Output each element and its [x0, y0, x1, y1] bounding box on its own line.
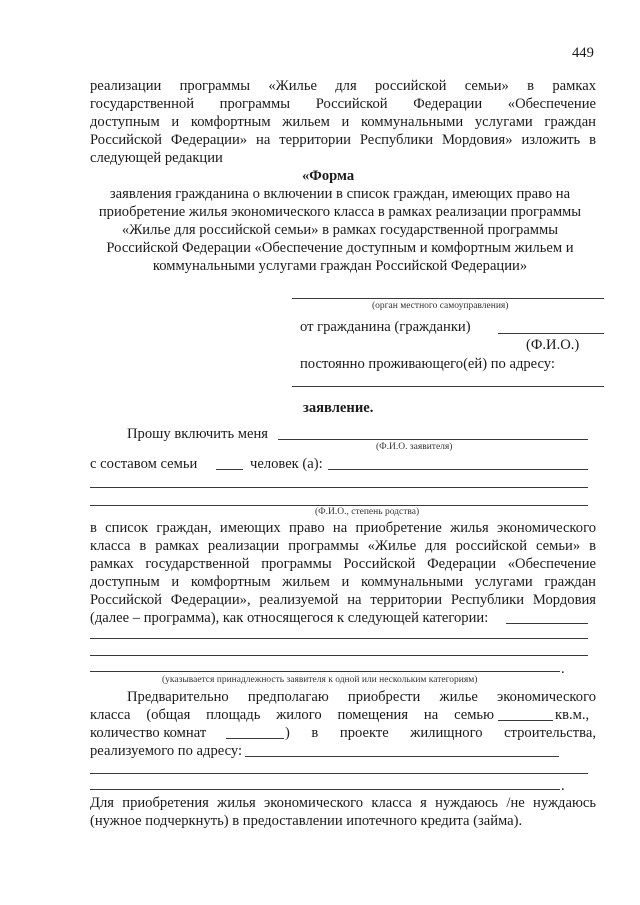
body-line: Российской Федерации», реализуемой на территории Республики Мордовия: [90, 592, 596, 608]
form-subtitle-line: приобретение жилья экономического класса в рамках реализации программы: [98, 204, 582, 220]
purchase-address-line[interactable]: [90, 773, 588, 774]
purchase-address-line[interactable]: [90, 789, 560, 790]
family-members-line[interactable]: [90, 487, 588, 488]
address-period: .: [561, 778, 565, 794]
family-caption: (Ф.И.О., степень родства): [315, 507, 420, 517]
category-caption: (указывается принадлежность заявителя к одной или нескольким категориям): [162, 675, 478, 685]
mortgage-line: (нужное подчеркнуть) в предоставлении ипотечного кредита (займа).: [90, 813, 523, 829]
family-count-line[interactable]: [216, 469, 243, 470]
applicant-caption: (Ф.И.О. заявителя): [376, 442, 453, 452]
form-subtitle-line: «Жилье для российской семьи» в рамках государственной программы: [121, 222, 559, 238]
form-title: «Форма: [302, 168, 355, 184]
purchase-address-line[interactable]: [245, 756, 559, 757]
intro-line: Российской Федерации» на территории Республики Мордовия» изложить в: [90, 132, 596, 148]
applicant-name-line[interactable]: [278, 439, 588, 440]
purchase-address-label: реализуемого по адресу:: [90, 743, 243, 759]
category-line[interactable]: [90, 671, 560, 672]
mortgage-line: Для приобретения жилья экономического класса я нуждаюсь /не нуждаюсь: [90, 795, 596, 811]
residing-label: постоянно проживающего(ей) по адресу:: [300, 356, 555, 372]
citizen-name-line[interactable]: [498, 333, 604, 334]
family-members-line[interactable]: [328, 469, 588, 470]
category-period: .: [561, 661, 565, 677]
intro-line: реализации программы «Жилье для российской семьи» в рамках: [90, 78, 596, 94]
address-line[interactable]: [292, 386, 604, 387]
purchase-line: класса (общая площадь жилого помещения на семью: [90, 707, 494, 723]
organ-line[interactable]: [292, 298, 604, 299]
body-line: рамках государственной программы Российской Федерации «Обеспечение: [90, 556, 596, 572]
family-label-2: человек (а):: [250, 456, 323, 472]
intro-line: государственной программы Российской Федерации «Обеспечение: [90, 96, 596, 112]
intro-line: доступным и комфортным жильем и коммунальными услугами граждан: [90, 114, 596, 130]
fio-caption: (Ф.И.О.): [526, 337, 580, 353]
from-citizen-label: от гражданина (гражданки): [300, 319, 471, 335]
purchase-line: Предварительно предполагаю приобрести жилье экономического: [127, 689, 596, 705]
family-members-line[interactable]: [90, 505, 588, 506]
family-label: с составом семьи: [90, 456, 198, 472]
page-number: 449: [572, 45, 594, 61]
rooms-label: количество комнат: [90, 725, 207, 741]
form-subtitle-line: Российской Федерации «Обеспечение доступным и комфортным жильем и: [106, 240, 574, 256]
request-label: Прошу включить меня: [127, 426, 268, 442]
category-line[interactable]: [506, 623, 588, 624]
organ-caption: (орган местного самоуправления): [372, 301, 509, 311]
form-subtitle-line: заявления гражданина о включении в список граждан, имеющих право на: [109, 186, 571, 202]
category-line[interactable]: [90, 638, 588, 639]
purchase-line: ) в проекте жилищного строительства,: [285, 725, 596, 741]
purchase-unit: кв.м.,: [555, 707, 590, 723]
body-line: класса в рамках реализации программы «Жилье для российской семьи» в: [90, 538, 596, 554]
rooms-line[interactable]: [226, 738, 284, 739]
intro-line: следующей редакции: [90, 150, 223, 166]
area-line[interactable]: [498, 720, 553, 721]
body-line: доступным и комфортным жильем и коммунальными услугами граждан: [90, 574, 596, 590]
body-line: в список граждан, имеющих право на приобретение жилья экономического: [90, 520, 596, 536]
statement-title: заявление.: [303, 400, 374, 416]
category-line[interactable]: [90, 655, 588, 656]
form-subtitle-line: коммунальными услугами граждан Российской Федерации»: [152, 258, 528, 274]
body-line: (далее – программа), как относящегося к следующей категории:: [90, 610, 489, 626]
